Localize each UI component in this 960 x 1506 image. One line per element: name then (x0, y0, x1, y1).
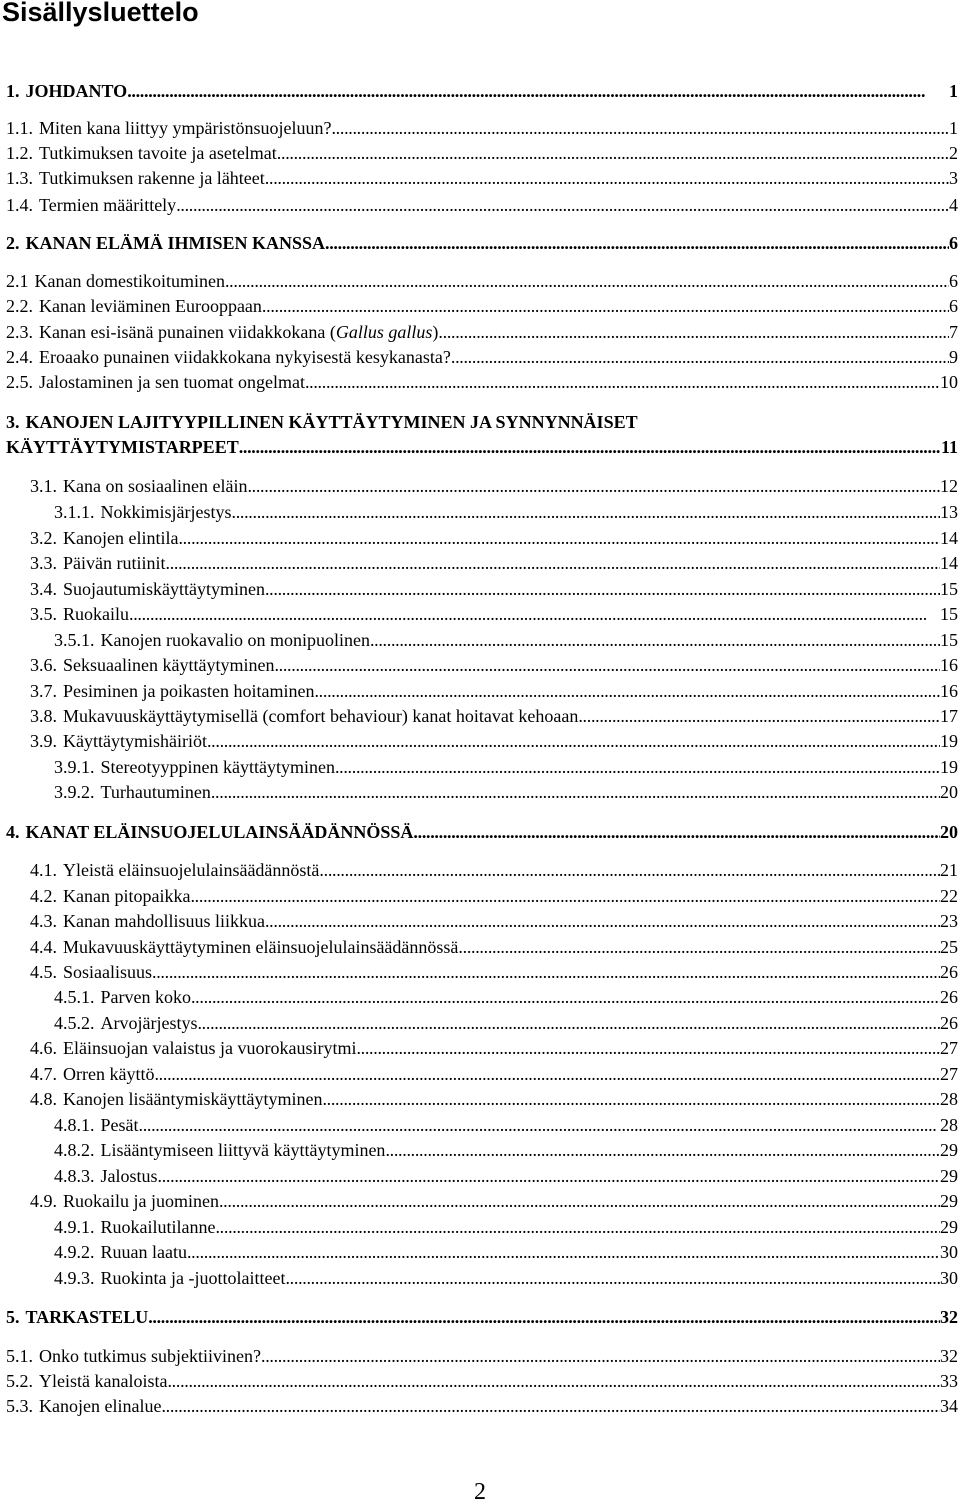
toc-entry-page: 15 (940, 579, 958, 599)
toc-entry-page: 14 (940, 553, 958, 573)
toc-entry-title: Yleistä kanaloista (39, 1371, 168, 1391)
toc-entry-number: 4.5. (30, 962, 57, 982)
toc-dot-leader (331, 116, 949, 140)
toc-entry-number: 3. (6, 412, 20, 432)
toc-entry[interactable] (0, 628, 958, 652)
toc-entry-number: 5.1. (6, 1346, 33, 1366)
toc-entry-page: 20 (940, 822, 958, 842)
toc-entry[interactable] (0, 166, 958, 190)
toc-entry[interactable] (0, 1011, 958, 1035)
toc-entry-number: 3.1.1. (54, 502, 95, 522)
toc-entry-page: 16 (940, 681, 958, 701)
toc-entry-page: 1 (949, 81, 958, 101)
toc-entry-title: Tutkimuksen tavoite ja asetelmat (39, 143, 277, 163)
toc-entry-number: 4. (6, 822, 20, 842)
toc-dot-leader (239, 435, 941, 459)
toc-dot-leader (190, 884, 940, 908)
page-title: Sisällysluettelo (2, 0, 199, 27)
toc-entry-title: Päivän rutiinit (63, 553, 166, 573)
toc-entry-page: 34 (940, 1396, 958, 1416)
toc-entry[interactable] (0, 1344, 958, 1368)
toc-entry-page: 25 (940, 937, 958, 957)
toc-entry-title: Mukavuuskäyttäytyminen eläinsuojelulainsäädännössä (63, 937, 459, 957)
toc-entry-title: Seksuaalinen käyttäytyminen (63, 655, 275, 675)
toc-entry-number: 3.4. (30, 579, 57, 599)
toc-entry-page: 32 (940, 1307, 958, 1327)
toc-entry[interactable] (0, 1369, 958, 1393)
toc-entry-title: Nokkimisjärjestys (100, 502, 232, 522)
toc-entry-number: 3.7. (30, 681, 57, 701)
toc-entry[interactable] (0, 985, 958, 1009)
toc-entry-page: 26 (940, 962, 958, 982)
toc-entry-title: Eroaako punainen viidakkokana nykyisestä kesykanasta? (39, 347, 451, 367)
toc-dot-leader (139, 1113, 941, 1137)
toc-entry-page: 19 (940, 757, 958, 777)
toc-dot-leader (129, 602, 940, 626)
toc-entry-title: JOHDANTO (25, 81, 128, 101)
toc-entry-page: 33 (940, 1371, 958, 1391)
toc-entry[interactable] (0, 294, 958, 318)
toc-entry[interactable] (0, 1164, 958, 1188)
toc-entry-page: 26 (940, 1013, 958, 1033)
toc-entry-number: 2.5. (6, 372, 33, 392)
toc-entry-title: KÄYTTÄYTYMISTARPEET (6, 437, 239, 457)
toc-entry[interactable] (0, 474, 958, 498)
toc-entry-page: 17 (940, 706, 958, 726)
toc-entry-number: 5.3. (6, 1396, 33, 1416)
toc-dot-leader (413, 820, 940, 844)
toc-entry-title: Orren käyttö (63, 1064, 155, 1084)
toc-dot-leader (207, 729, 940, 753)
toc-entry-title: Kanan mahdollisuus liikkua (63, 911, 265, 931)
toc-entry-title-part: Kanan esi-isänä punainen viidakkokana ( (39, 322, 336, 342)
toc-entry[interactable] (0, 935, 958, 959)
toc-entry-number: 4.9.2. (54, 1242, 95, 1262)
toc-entry-page: 26 (940, 987, 958, 1007)
toc-entry-title (39, 320, 438, 344)
toc-entry-title: Eläinsuojan valaistus ja vuorokausirytmi (63, 1038, 357, 1058)
toc-entry-page: 29 (940, 1217, 958, 1237)
toc-entry-title: Miten kana liittyy ympäristönsuojeluun? (39, 118, 332, 138)
toc-dot-leader (458, 935, 940, 959)
toc-dot-leader (247, 474, 940, 498)
toc-entry-number: 1.1. (6, 118, 33, 138)
toc-entry[interactable] (0, 1240, 958, 1264)
toc-entry-number: 4.7. (30, 1064, 57, 1084)
toc-entry[interactable] (0, 269, 958, 293)
toc-entry-page: 7 (949, 322, 958, 342)
toc-entry-number: 1.3. (6, 168, 33, 188)
toc-entry[interactable] (0, 370, 958, 394)
toc-entry-title: Ruuan laatu (100, 1242, 187, 1262)
toc-entry-title: Lisääntymiseen liittyvä käyttäytyminen (100, 1140, 386, 1160)
toc-entry-title: Yleistä eläinsuojelulainsäädännöstä (63, 860, 320, 880)
toc-entry-page: 14 (940, 528, 958, 548)
toc-entry-page: 30 (940, 1242, 958, 1262)
toc-dot-leader (277, 141, 949, 165)
toc-dot-leader (262, 294, 949, 318)
toc-entry-number: 4.2. (30, 886, 57, 906)
toc-entry-page: 6 (949, 233, 958, 253)
toc-entry[interactable] (0, 679, 958, 703)
toc-entry-number: 2.3. (6, 322, 33, 342)
toc-entry[interactable] (0, 1062, 958, 1086)
toc-entry[interactable] (0, 780, 958, 804)
toc-entry-page: 29 (940, 1140, 958, 1160)
toc-entry-title: Onko tutkimus subjektiivinen? (39, 1346, 261, 1366)
toc-entry-page: 29 (940, 1166, 958, 1186)
toc-entry-title: Arvojärjestys (100, 1013, 198, 1033)
toc-entry-number: 2. (6, 233, 20, 253)
toc-entry-number: 4.8.1. (54, 1115, 95, 1135)
toc-dot-leader (187, 1240, 940, 1264)
toc-entry-title-italic: Gallus gallus (335, 322, 433, 342)
toc-entry-number: 4.4. (30, 937, 57, 957)
toc-entry-title: Kanojen elinalue (39, 1396, 162, 1416)
toc-entry-title-part: ) (432, 322, 439, 342)
toc-entry[interactable] (0, 755, 958, 779)
toc-entry-number: 3.9.2. (54, 782, 95, 802)
toc-dot-leader (385, 1138, 940, 1162)
toc-entry-title: Jalostus (100, 1166, 158, 1186)
toc-dot-leader (325, 231, 949, 255)
toc-entry[interactable] (0, 1113, 958, 1137)
toc-entry-page: 11 (940, 437, 958, 457)
toc-entry-number: 3.1. (30, 476, 57, 496)
toc-entry-title: Stereotyyppinen käyttäytyminen (100, 757, 335, 777)
toc-dot-leader (305, 370, 940, 394)
toc-entry[interactable] (0, 884, 958, 908)
toc-dot-leader (219, 1189, 940, 1213)
toc-entry-number: 3.9.1. (54, 757, 95, 777)
toc-entry-title: Kanan domestikoituminen (34, 271, 225, 291)
toc-dot-leader (370, 628, 940, 652)
toc-entry-title: KANOJEN LAJITYYPILLINEN KÄYTTÄYTYMINEN JA SYNNYNNÄISET (25, 412, 638, 432)
toc-entry-page: 20 (940, 782, 958, 802)
toc-entry[interactable] (0, 1305, 958, 1329)
toc-entry-number: 3.2. (30, 528, 57, 548)
toc-dot-leader (211, 780, 940, 804)
toc-entry[interactable] (0, 653, 958, 677)
toc-entry-number: 2.1 (6, 271, 29, 291)
toc-entry-title: Jalostaminen ja sen tuomat ongelmat (39, 372, 305, 392)
toc-entry-title: Termien määrittely (39, 195, 177, 215)
toc-dot-leader (285, 1266, 940, 1290)
toc-entry-number: 1. (6, 81, 20, 101)
toc-dot-leader (127, 79, 949, 103)
toc-entry-page: 15 (940, 604, 958, 624)
toc-dot-leader (191, 985, 940, 1009)
toc-dot-leader (274, 653, 940, 677)
toc-entry-number: 3.5.1. (54, 630, 95, 650)
toc-entry[interactable] (0, 116, 958, 140)
toc-entry[interactable] (0, 231, 958, 255)
toc-entry-page: 2 (949, 143, 958, 163)
toc-entry-number: 2.2. (6, 296, 33, 316)
toc-entry[interactable] (0, 320, 958, 344)
toc-entry-title: Ruokailu ja juominen (63, 1191, 219, 1211)
toc-entry-page: 1 (949, 118, 958, 138)
toc-entry[interactable] (0, 500, 958, 524)
toc-entry-title: Parven koko (100, 987, 191, 1007)
toc-entry-title: Mukavuuskäyttäytymisellä (comfort behaviour) kanat hoitavat kehoaan (63, 706, 579, 726)
toc-entry-title: Kanojen ruokavalio on monipuolinen (100, 630, 370, 650)
toc-entry-title: Turhautuminen (100, 782, 211, 802)
toc-entry[interactable] (0, 141, 958, 165)
toc-entry-page: 12 (940, 476, 958, 496)
toc-entry-title: Kanojen lisääntymiskäyttäytyminen (63, 1089, 323, 1109)
toc-entry-number: 3.5. (30, 604, 57, 624)
toc-entry-title: KANAT ELÄINSUOJELULAINSÄÄDÄNNÖSSÄ (25, 822, 414, 842)
toc-entry-page: 28 (940, 1115, 958, 1135)
toc-entry-page: 15 (940, 630, 958, 650)
toc-entry-number: 1.2. (6, 143, 33, 163)
toc-entry-title: TARKASTELU (25, 1307, 149, 1327)
toc-entry[interactable] (0, 704, 958, 728)
toc-entry-title: Kanojen elintila (63, 528, 179, 548)
toc-entry-page: 10 (940, 372, 958, 392)
toc-dot-leader (265, 166, 949, 190)
toc-entry-number: 4.8.2. (54, 1140, 95, 1160)
toc-entry-page: 6 (949, 296, 958, 316)
toc-entry[interactable] (0, 410, 958, 434)
toc-dot-leader (438, 320, 949, 344)
toc-entry-page: 16 (940, 655, 958, 675)
toc-dot-leader (178, 526, 940, 550)
toc-entry[interactable] (0, 960, 958, 984)
toc-entry[interactable] (0, 435, 958, 459)
toc-dot-leader (176, 193, 949, 217)
toc-dot-leader (197, 1011, 940, 1035)
toc-entry-page: 29 (940, 1191, 958, 1211)
toc-entry-title: Ruokailutilanne (100, 1217, 216, 1237)
toc-entry-page: 19 (940, 731, 958, 751)
toc-entry-title: Käyttäytymishäiriöt (63, 731, 207, 751)
toc-entry[interactable] (0, 858, 958, 882)
toc-dot-leader (232, 500, 941, 524)
toc-entry-title: Kanan leviäminen Eurooppaan (39, 296, 262, 316)
toc-dot-leader (167, 1369, 940, 1393)
toc-entry-number: 4.9.1. (54, 1217, 95, 1237)
toc-entry-title: Pesiminen ja poikasten hoitaminen (63, 681, 315, 701)
toc-entry-number: 4.6. (30, 1038, 57, 1058)
toc-entry-number: 4.5.2. (54, 1013, 95, 1033)
toc-entry-number: 5. (6, 1307, 20, 1327)
toc-entry-number: 3.3. (30, 553, 57, 573)
toc-dot-leader (154, 1062, 940, 1086)
toc-entry-number: 4.1. (30, 860, 57, 880)
toc-entry-number: 4.9.3. (54, 1268, 95, 1288)
toc-entry-number: 1.4. (6, 195, 33, 215)
toc-entry-number: 3.9. (30, 731, 57, 751)
toc-dot-leader (314, 679, 940, 703)
toc-entry-page: 21 (940, 860, 958, 880)
toc-entry-page: 22 (940, 886, 958, 906)
toc-entry[interactable] (0, 1087, 958, 1111)
toc-entry[interactable] (0, 602, 958, 626)
toc-entry-title: Ruokinta ja -juottolaitteet (100, 1268, 286, 1288)
toc-entry[interactable] (0, 1394, 958, 1418)
toc-entry[interactable] (0, 577, 958, 601)
toc-entry-title: Pesät (100, 1115, 139, 1135)
toc-entry-title: Sosiaalisuus (63, 962, 153, 982)
toc-entry[interactable] (0, 1036, 958, 1060)
toc-entry-title: Ruokailu (63, 604, 129, 624)
toc-dot-leader (158, 1164, 940, 1188)
toc-entry-page: 28 (940, 1089, 958, 1109)
toc-entry-title: Tutkimuksen rakenne ja lähteet (39, 168, 265, 188)
toc-entry-number: 4.9. (30, 1191, 57, 1211)
toc-dot-leader (265, 909, 940, 933)
toc-entry-page: 32 (940, 1346, 958, 1366)
toc-dot-leader (152, 960, 940, 984)
toc-dot-leader (578, 704, 940, 728)
page-number: 2 (474, 1479, 486, 1505)
toc-entry[interactable] (0, 193, 958, 217)
toc-entry-title: Kana on sosiaalinen eläin (63, 476, 248, 496)
toc-dot-leader (356, 1036, 940, 1060)
toc-entry-number: 4.8.3. (54, 1166, 95, 1186)
toc-entry-page: 6 (949, 271, 958, 291)
toc-entry-title: Suojautumiskäyttäytyminen (63, 579, 265, 599)
toc-entry-number: 4.8. (30, 1089, 57, 1109)
toc-entry[interactable] (0, 345, 958, 369)
toc-dot-leader (319, 858, 940, 882)
toc-entry-number: 4.5.1. (54, 987, 95, 1007)
toc-entry-page: 30 (940, 1268, 958, 1288)
toc-entry[interactable] (0, 79, 958, 103)
toc-entry[interactable] (0, 551, 958, 575)
toc-entry[interactable] (0, 1266, 958, 1290)
toc-entry[interactable] (0, 729, 958, 753)
toc-dot-leader (166, 551, 941, 575)
toc-entry-page: 27 (940, 1038, 958, 1058)
toc-entry-number: 3.6. (30, 655, 57, 675)
toc-entry-number: 2.4. (6, 347, 33, 367)
toc-entry-page: 23 (940, 911, 958, 931)
toc-dot-leader (225, 269, 949, 293)
toc-entry-page: 4 (949, 195, 958, 215)
toc-dot-leader (261, 1344, 940, 1368)
toc-dot-leader (451, 345, 949, 369)
toc-entry[interactable] (0, 909, 958, 933)
toc-dot-leader (161, 1394, 940, 1418)
toc-entry[interactable] (0, 820, 958, 844)
toc-dot-leader (148, 1305, 940, 1329)
toc-entry-page: 3 (949, 168, 958, 188)
toc-entry[interactable] (0, 526, 958, 550)
toc-entry-title: Kanan pitopaikka (63, 886, 191, 906)
toc-entry-title: KANAN ELÄMÄ IHMISEN KANSSA (25, 233, 326, 253)
toc-entry-page: 13 (940, 502, 958, 522)
toc-entry[interactable] (0, 1189, 958, 1213)
toc-entry-page: 27 (940, 1064, 958, 1084)
toc-entry-number: 3.8. (30, 706, 57, 726)
toc-entry[interactable] (0, 1215, 958, 1239)
toc-entry[interactable] (0, 1138, 958, 1162)
toc-dot-leader (335, 755, 940, 779)
toc-entry-page: 9 (949, 347, 958, 367)
toc-entry-number: 5.2. (6, 1371, 33, 1391)
toc-dot-leader (265, 577, 940, 601)
toc-dot-leader (215, 1215, 940, 1239)
toc-entry-number: 4.3. (30, 911, 57, 931)
toc-dot-leader (322, 1087, 940, 1111)
